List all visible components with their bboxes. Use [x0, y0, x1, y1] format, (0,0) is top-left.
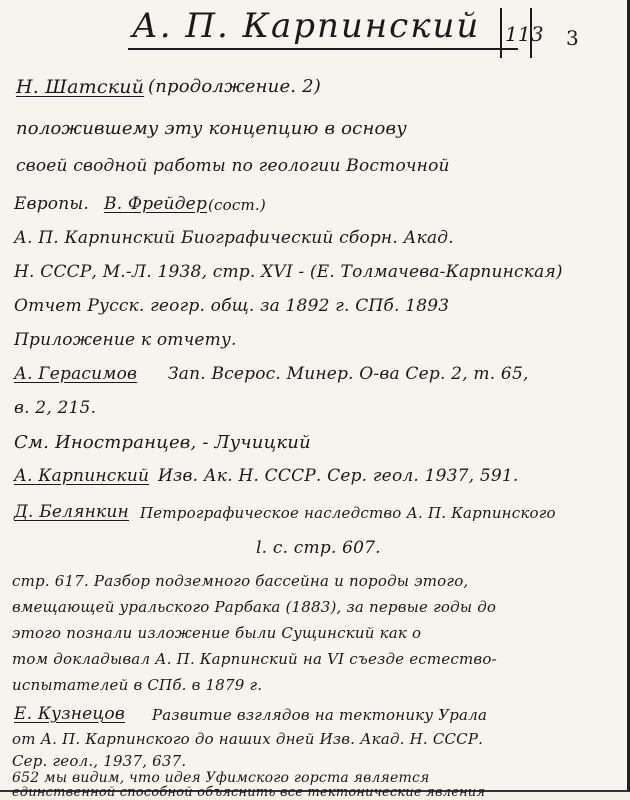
- see-also-line: См. Иностранцев, - Лучицкий: [14, 432, 311, 453]
- page-number: 3: [566, 26, 579, 50]
- text-line: Развитие взглядов на тектонику Урала: [152, 706, 488, 724]
- text-line: своей сводной работы по геологии Восточной: [16, 156, 450, 176]
- continuation-note: (продолжение. 2): [148, 76, 322, 97]
- text-line: Европы.: [14, 194, 90, 214]
- text-line: 652 мы видим, что идея Уфимского горста является: [12, 770, 430, 786]
- archive-mark: 113: [505, 22, 544, 46]
- author-gerasimov: А. Герасимов: [14, 364, 138, 384]
- author-karpinsky: А. Карпинский: [14, 466, 150, 486]
- compiler-note: (сост.): [208, 196, 266, 214]
- text-line: вмещающей уральского Рарбака (1883), за первые годы до: [12, 598, 497, 616]
- text-line: в. 2, 215.: [14, 398, 97, 418]
- author-freider: В. Фрейдер: [104, 194, 208, 214]
- title-underline: [128, 48, 518, 50]
- text-line: Петрографическое наследство А. П. Карпинского: [140, 504, 556, 522]
- text-line: А. П. Карпинский Биографический сборн. Акад.: [14, 228, 454, 248]
- page-title: А. П. Карпинский: [132, 6, 481, 46]
- text-line: Приложение к отчету.: [14, 330, 237, 350]
- author-belyankin: Д. Белянкин: [14, 502, 129, 522]
- text-line: Изв. Ак. Н. СССР. Сер. геол. 1937, 591.: [158, 466, 519, 486]
- text-line: от А. П. Карпинского до наших дней Изв. Акад. Н. СССР.: [12, 730, 484, 748]
- text-line: испытателей в СПб. в 1879 г.: [12, 676, 263, 694]
- text-line: l. c. стр. 607.: [256, 538, 381, 558]
- text-line: Н. СССР, М.-Л. 1938, стр. XVI - (Е. Толмачева-Карпинская): [14, 262, 563, 282]
- text-line: Сер. геол., 1937, 637.: [12, 752, 187, 770]
- text-line: единственной способной объяснить все тектонические явления: [12, 785, 486, 800]
- text-line: положившему эту концепцию в основу: [16, 118, 407, 139]
- text-line: стр. 617. Разбор подземного бассейна и породы этого,: [12, 572, 469, 590]
- text-line: том докладывал А. П. Карпинский на VI съезде естество-: [12, 650, 497, 668]
- author-shatsky: Н. Шатский: [16, 76, 145, 98]
- text-line: Отчет Русск. геогр. общ. за 1892 г. СПб. 1893: [14, 296, 450, 316]
- text-line: Зап. Всерос. Минер. О-ва Сер. 2, т. 65,: [168, 364, 529, 384]
- text-line: этого познали изложение были Сущинский как о: [12, 624, 422, 642]
- author-kuznetsov: Е. Кузнецов: [14, 704, 125, 724]
